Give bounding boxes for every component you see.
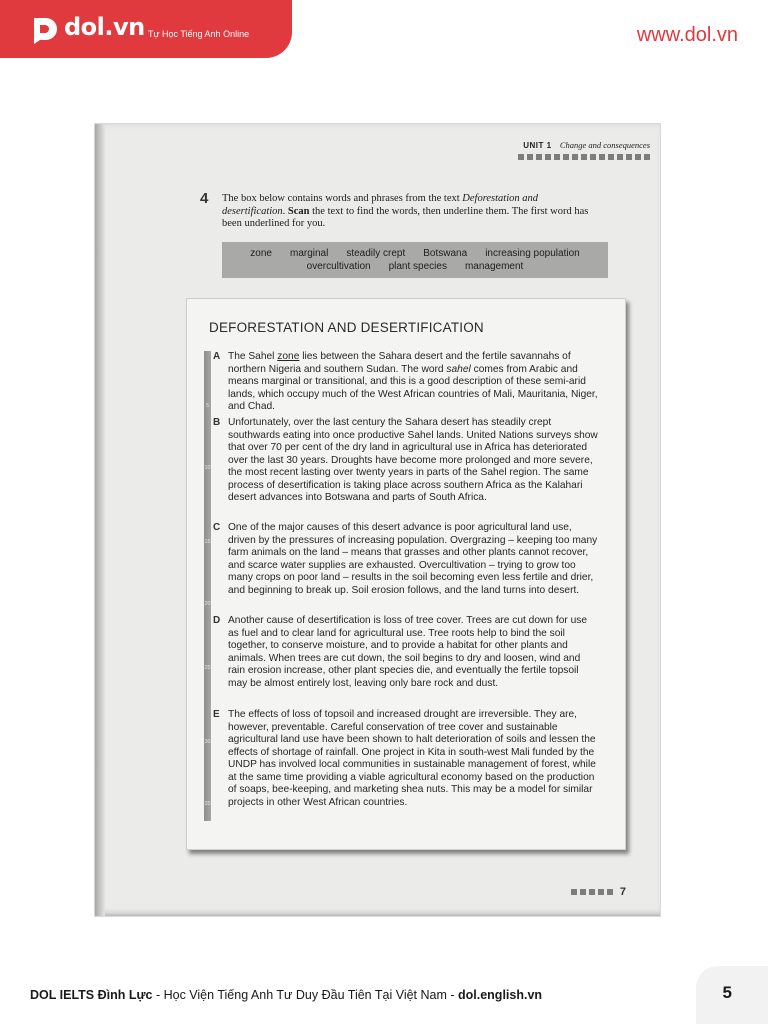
line-number: 10 [204, 465, 211, 471]
word-item: zone [250, 248, 272, 259]
word-item: overcultivation [306, 260, 371, 272]
exercise-number: 4 [200, 190, 209, 207]
footer-text: DOL IELTS Đình Lực - Học Viện Tiếng Anh Tư Duy Đầu Tiên Tại Việt Nam - dol.english.vn [30, 988, 543, 1002]
line-number: 25 [204, 665, 211, 671]
word-item: steadily crept [346, 248, 406, 259]
paragraph-letter: E [213, 709, 220, 720]
article-title: DEFORESTATION AND DESERTIFICATION [209, 320, 484, 335]
paragraph-letter: B [213, 417, 221, 428]
word-item: plant species [388, 260, 447, 272]
dol-footer [0, 966, 768, 1024]
paragraph-letter: A [213, 351, 221, 362]
dol-logo-icon [30, 14, 60, 44]
paragraph-letter: D [213, 615, 221, 626]
article-card [186, 298, 626, 850]
dol-logo-text: dol.vn [64, 13, 145, 41]
site-url-link[interactable]: www.dol.vn [636, 24, 738, 46]
footer-description: Học Viện Tiếng Anh Tư Duy Đầu Tiên Tại Việt Nam [163, 988, 447, 1002]
paragraph-letter: C [213, 522, 221, 533]
word-box [222, 242, 608, 278]
paragraph-text: One of the major causes of this desert advance is poor agricultural land use, driven by the pressures of increasing population. Overgrazing – keeping too many farm animals on the land – means that grasses and other plants cannot recover, and scarce water supplies are exhausted. Overcultivation – trying to grow too many crops on poor land – results in the soil becoming even less fertile and drier, and beginning to break up. Soil erosion follows, and the land turns into desert. [228, 522, 598, 596]
page-gutter-shadow [95, 124, 105, 916]
dol-tagline: Tự Học Tiếng Anh Online [148, 29, 250, 39]
chapter-title: Change and consequences [559, 140, 650, 150]
line-number: 5 [205, 403, 210, 409]
running-head [523, 140, 650, 150]
paragraph-text: The effects of loss of topsoil and increased drought are irreversible. They are, however, preventable. Careful conservation of tree cover and sustainable agricultural land use have been shown to halt deterioration of soils and lessen the effects of shortage of rainfall. One project in Kita in south-west Mali funded by the UNDP has involved local communities in sustainable management of forest, while at the same time providing a viable agricultural economy based on the production of soaps, bee-keeping, and marketing shea nuts. This may be a model for similar projects in other West African countries. [228, 709, 596, 808]
footer-page-tab [696, 966, 768, 1024]
footer-brand: DOL IELTS Đình Lực [30, 988, 153, 1002]
paragraph-text: Another cause of desertification is loss of tree cover. Trees are cut down for use as fuel and to clear land for agricultural use. Tree roots help to bind the soil together, to conserve moisture, and to provide a habitat for other plants and animals. When trees are cut down, the soil begins to dry and loosen, wind and rain erosion increase, other plant species die, and eventually the fertile topsoil may be almost entirely lost, leaving only bare rock and dust. [228, 615, 588, 689]
exercise-instruction: The box below contains words and phrases from the text Deforestation and desertification. Scan the text to find the words, then underline them. The first word has been underlined for you. [222, 193, 589, 229]
scanned-book-page [95, 124, 660, 916]
dol-header [0, 0, 768, 62]
paragraph-text: Unfortunately, over the last century the Sahara desert has steadily crept southwards eating into once productive Sahel lands. United Nations surveys show that over 70 per cent of the dry land in agricultural use in Africa has deteriorated over the last 30 years. Droughts have become more prolonged and more severe, the most recent lasting over twenty years in parts of the Sahel region. The same process of desertification is taking place across southern Africa as the Kalahari desert advances into Botswana and parts of South Africa. [228, 417, 598, 503]
footer-link[interactable]: dol.english.vn [458, 988, 543, 1002]
line-number: 35 [204, 801, 211, 807]
book-page-footer [571, 886, 626, 898]
line-number: 30 [204, 739, 211, 745]
word-item: management [464, 260, 524, 272]
word-box-row-1 [230, 248, 600, 261]
word-box-row-2 [230, 261, 600, 274]
word-item: increasing population [485, 248, 580, 259]
word-item: marginal [289, 248, 329, 259]
line-number: 15 [204, 539, 211, 545]
line-number: 20 [204, 601, 211, 607]
unit-label: UNIT 1 [523, 141, 552, 150]
paragraph-text: The Sahel zone lies between the Sahara desert and the fertile savannahs of northern Nigeria and southern Sudan. The word sahel comes from Arabic and means marginal or transitional, and this is a good description of these semi-arid lands, which occupy much of the West African countries of Mali, Mauritania, Niger, and Chad. [228, 351, 598, 412]
dol-brand-tab [0, 0, 292, 58]
decorative-squares [518, 154, 650, 160]
line-number-bar [204, 351, 211, 821]
footer-page-number: 5 [722, 983, 732, 1002]
book-page-number: 7 [619, 886, 626, 898]
word-item: Botswana [423, 248, 468, 259]
